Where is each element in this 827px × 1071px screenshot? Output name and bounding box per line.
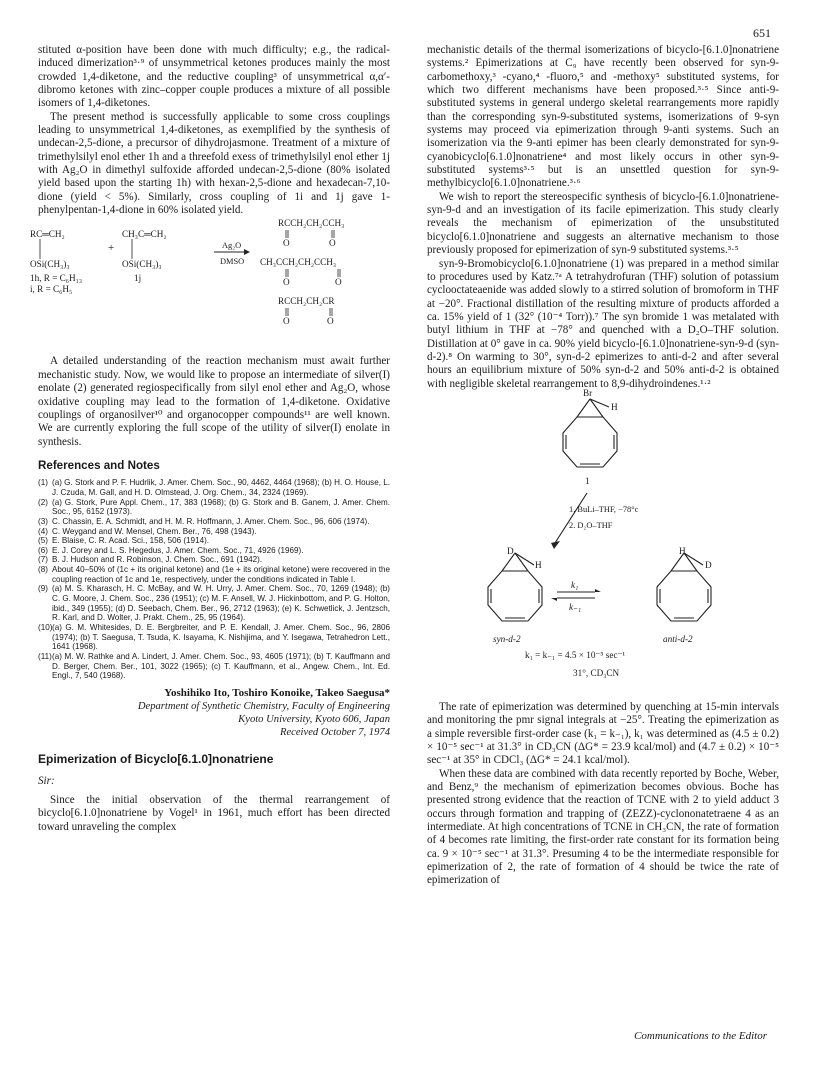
paragraph: When these data are combined with data recently reported by Boche, Weber, and Benz,⁹ the mechanism of epimerization becomes obvious. Boche has presented strong evidence that the reaction of TCNE with 2 to yield adduct 3 occurs through formation and trapping of (ZEZZ)-cyclononatetraene 4 as an intermediate. At high concentrations of TCNE in CH₃CN, the rate of formation of 4 becomes rate limiting, the first-order rate constant for its formation being ca. 9 × 10⁻⁵ sec⁻¹ at 31.3°. Presuming 4 to be the intermediate responsible for epimerization of 2, the rate of formation of 4 should be twice the rate of epimerization of [427,767,779,887]
references-list [38,478,390,681]
reverse-rate-label: k₋₁ [569,601,582,612]
affiliation-department: Department of Synthetic Chemistry, Faculty of Engineering [137,701,390,713]
compound-1-label: 1 [585,475,590,486]
reagent-2-bottom: OSi(CH₃)₃ [122,259,162,270]
deuterium-label: D [507,545,514,556]
paragraph: stituted α-position have been done with much difficulty; e.g., the radical-induced dimerization³·⁹ of unsymmetrical ketones produces mainly the most crowded 1,4-diketone, and the reductive coupling³ of unsymmetrical α,α′-dibromo ketones with zinc–copper couple produces a mixture of all possible isomers of 1,4-diketones. [38,44,390,110]
reference-item: (10) (a) G. M. Whitesides, D. E. Bergbreiter, and P. E. Kendall, J. Amer. Chem. Soc., 96, 2806 (1974); (b) T. Saegusa, T. Tsuda, K. Isayama, K. Nishijima, and Y. Isegawa, Tetrahedron Lett., 1641 (1968). [38,623,390,652]
structure-drawings [427,395,779,691]
substituent-h: 1h, R = C₆H₁₃ [30,273,83,284]
anti-d-2-label: anti-d-2 [663,633,693,644]
product-2: CH₃CCH₂CH₂CCH₃ [260,257,337,268]
deuterium-label: D [705,559,712,570]
reagent-1-bottom: OSi(CH₃)₃ [30,259,70,270]
reference-item: (2) (a) G. Stork, Pure Appl. Chem., 17, 383 (1968); (b) G. Stork and B. Ganem, J. Amer. Chem. Soc., 95, 6152 (1973). [38,497,390,517]
condition-step-2: 2. D₂O–THF [569,520,613,530]
reagent-1-top: RC═CH₂ [30,229,65,240]
paragraph: The rate of epimerization was determined by quenching at 15-min intervals and monitoring the pmr signal integrals at −25°. Treating the epimerization as a simple reversible first-order case (k₁ = k₋₁), k₁ was determined as (4.5 ± 0.2) × 10⁻⁵ sec⁻¹ at 31.3° in CD₃CN (ΔG* = 23.9 kcal/mol) and (4.7 ± 0.2) × 10⁻⁵ sec⁻¹ at 35° in CDCl₃ (ΔG* = 24.1 kcal/mol). [427,700,779,767]
hydrogen-label: H [535,559,542,570]
temperature-solvent: 31°, CD₃CN [573,667,620,678]
reference-item: (4) C. Weygand and W. Mensel, Chem. Ber., 76, 498 (1943). [38,526,257,536]
substituent-i: i, R = C₆H₅ [30,284,73,295]
reference-item: (5) E. Blaise, C. R. Acad. Sci., 158, 506 (1914). [38,536,210,546]
paragraph: The present method is successfully applicable to some cross couplings leading to unsymmetrical 1,4-diketones, as exemplified by the synthesis of undecan-2,5-dione, a precursor of dihydrojasmone. Treatment of a mixture of trimethylsilyl enol ether 1h and a threefold exess of trimethylsilyl enol ether 1j with Ag₂O in dimethyl sulfoxide afforded undecan-2,5-dione (80% isolated yield based upon the starting 1h) with hexan-2,5-dione and hexadecan-7,10-dione (yield < 5%). Similarly, cross coupling of 1i and 1j gave 1-phenylpentan-1,4-dione in 60% isolated yield. [38,110,390,217]
conditions-bottom: DMSO [220,257,245,267]
paragraph: We wish to report the stereospecific synthesis of bicyclo-[6.1.0]nonatriene-syn-9-d and an investigation of its facile epimerization. This study clearly reveals the mechanism of epimerization of the unsubstituted bicyclo[6.1.0]nonatriene and suggests an alternative mechanism to those previously proposed for epimerization of syn-9 substituted systems.³·⁵ [427,190,779,257]
reference-item: (1) (a) G. Stork and P. F. Hudrlik, J. Amer. Chem. Soc., 90, 4462, 4464 (1968); (b) H. O. House, L. J. Czuda, M. Gall, and H. D. Olmstead, J. Org. Chem., 34, 2324 (1969). [38,478,390,497]
oxygen-label: O [283,277,290,288]
paragraph: A detailed understanding of the reaction mechanism must await further mechanistic study. Now, we would like to propose an intermediate of silver(I) enolate (2) generated regiospecifically from silyl enol ether and Ag₂O, whose oxidative coupling may lead to the formation of 1,4-diketone. Oxidative couplings of organosilver¹⁰ and organocopper compounds¹¹ are well known. We are currently exploring the full scope of the utility of silver(I) enolate in synthesis. [38,355,390,448]
reference-item: (6) E. J. Corey and L. S. Hegedus, J. Amer. Chem. Soc., 71, 4926 (1969). [38,545,304,555]
author-list: Yoshihiko Ito, Toshiro Konoike, Takeo Saegusa* [164,687,390,699]
reagent-2-top: CH₃C═CH₂ [122,229,167,240]
product-3: RCCH₂CH₂CR [278,296,335,307]
product-1: RCCH₂CH₂CCH₃ [278,218,345,229]
oxygen-label: O [327,316,334,327]
oxygen-label: O [283,316,290,327]
paragraph: mechanistic details of the thermal isomerizations of bicyclo-[6.1.0]nonatriene systems.² Epimerizations at C₉ have recently been observed for syn-9-carbomethoxy,³ -cyano,⁴ -fluoro,⁵ and -methoxy⁵ substituted systems, for which two different mechanisms have been proposed.³·⁵ Since anti-9-substituted systems in general undergo skeletal rearrangements more rapidly than the corresponding syn-9-substituted systems, isomerizations of 9-syn systems may proceed via epimerization through 9-anti systems. Such an isomerization via the 9-anti epimer has been clearly demonstrated for syn-9-cyanobicyclo[6.1.0]nonatriene⁴ and most likely occurs in other syn-9-substituted systems³·⁵ but is an unsettled question for syn-9-methylbicyclo[6.1.0]nonatriene.³·⁶ [427,44,779,190]
reference-item: (11) (a) M. W. Rathke and A. Lindert, J. Amer. Chem. Soc., 93, 4605 (1971); (b) T. Kauffmann and D. Berger, Chem. Ber., 101, 3022 (1965); (c) T. Kauffmann, et al., Angew. Chem., Int. Ed. Engl., 7, 540 (1968). [38,652,390,681]
paragraph: Since the initial observation of the thermal rearrangement of bicyclo[6.1.0]nonatriene by Vogel¹ in 1961, much effort has been directed toward unraveling the complex [38,794,390,833]
bromine-label: Br [583,387,593,398]
label-1j: 1j [134,273,142,284]
reference-item: (9) (a) M. S. Kharasch, H. C. McBay, and W. H. Urry, J. Amer. Chem. Soc., 70, 1269 (1948); (b) C. G. Moore, J. Chem. Soc., 236 (1951); (c) M. F. Ansell, W. J. Hickinbottom, and P. G. Holton, ibid., 349 (1955); (d) D. Seebach, Chem. Ber., 96, 2712 (1963); (e) K. Schwetlick, J. Jentzsch, R. Karl, and D. Wolter, J. Prakt. Chem., 25, 95 (1964). [38,584,390,623]
article-title: Epimerization of Bicyclo[6.1.0]nonatriene [38,752,274,767]
left-column [30,44,390,834]
paragraph: syn-9-Bromobicyclo[6.1.0]nonatriene (1) was prepared in a method similar to procedures used by Katz.⁷ᵃ A tetrahydrofuran (THF) solution of potassium cyclooctateaenide was added slowly to a stirred solution of bromoform in THF at −20°. Fractional distillation of the resulting mixture of products afforded a ca. 15% yield of 1 (32° (10⁻⁴ Torr)).⁷ The syn bromide 1 was metalated with butyl lithium in THF at −78° and quenched with a D₂O–THF solution. Distillation at 0° gave in ca. 90% yield bicyclo-[6.1.0]nonatriene-syn-9-d (syn-d-2).⁸ On warming to 30°, syn-d-2 epimerizes to anti-d-2 and after several hours an equilibrium mixture of 50% syn-d-2 and 50% anti-d-2 is obtained with negligible skeletal rearrangement to 8,9-dihydroindenes.¹·² [427,257,779,390]
forward-rate-label: k₁ [571,579,579,590]
rate-constant: k₁ = k₋₁ = 4.5 × 10⁻⁵ sec⁻¹ [525,649,626,660]
condition-step-1: 1. BuLi–THF, −78°c [569,504,639,514]
salutation: Sir: [38,774,55,787]
oxygen-label: O [329,238,336,249]
received-date: Received October 7, 1974 [279,727,390,739]
oxygen-label: O [283,238,290,249]
page-number: 651 [753,26,771,40]
synthesis-scheme-figure [427,387,779,691]
reaction-scheme [30,218,390,351]
conditions-top: Ag₂O [222,241,242,251]
hydrogen-label: H [611,401,618,412]
right-column [427,44,779,888]
reference-item: (8) About 40–50% of (1c + its original ketone) and (1e + its original ketone) were recovered in the coupling reaction of 1c and 1e, respectively, under the conditions indicated in Table I. [38,565,390,584]
oxygen-label: O [335,277,342,288]
reference-item: (7) B. J. Hudson and R. Robinson, J. Chem. Soc., 691 (1942). [38,555,263,565]
affiliation-university: Kyoto University, Kyoto 606, Japan [238,714,390,726]
references-heading: References and Notes [38,458,160,472]
hydrogen-label: H [679,545,686,556]
journal-section-footer: Communications to the Editor [634,1030,767,1042]
plus-sign: + [108,242,115,255]
syn-d-2-label: syn-d-2 [493,633,521,644]
reference-item: (3) C. Chassin, E. A. Schmidt, and H. M. R. Hoffmann, J. Amer. Chem. Soc., 96, 606 (1974). [38,516,370,526]
